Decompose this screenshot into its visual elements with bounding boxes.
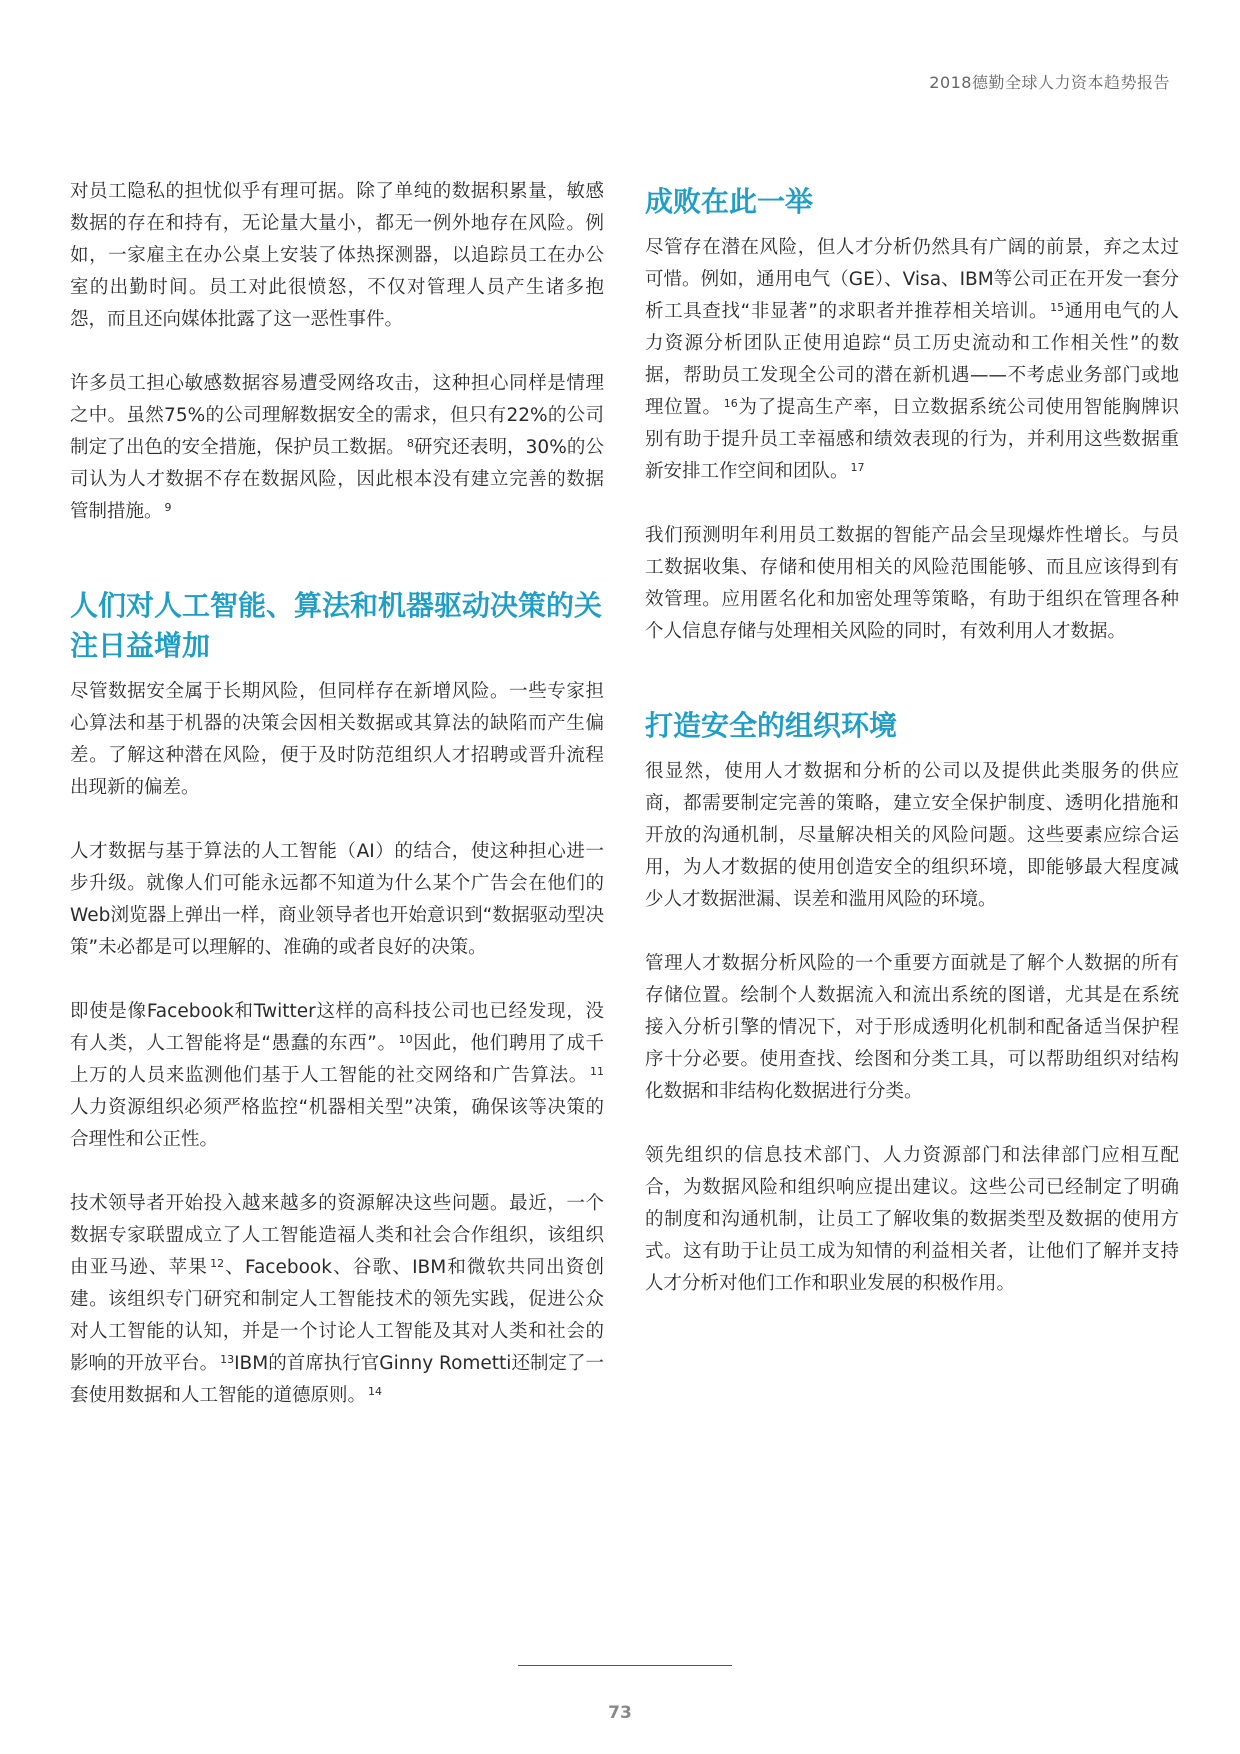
footnote-ref-17[interactable]: 17 bbox=[850, 461, 865, 474]
right-column bbox=[645, 182, 1179, 1300]
paragraph-ai-combination: 人才数据与基于算法的人工智能（AI）的结合，使这种担心进一步升级。就像人们可能永远都不知道为什么某个广告会在他们的Web浏览器上弹出一样，商业领导者也开始意识到“数据驱动型决策”未必都是可以理解的、准确的或者良好的决策。 bbox=[70, 841, 604, 958]
paragraph-tech-leaders: 技术领导者开始投入越来越多的资源解决这些问题。最近，一个数据专家联盟成立了人工智能造福人类和社会合作组织，该组织由亚马逊、苹果 $^{12}$、Facebook、谷歌、IBM和微软共同出资创建。该组织专门研究和制定人工智能技术的领先实践，促进公众对人工智能的认知，并是一个讨论人工智能及其对人类和社会的影响的开放平台。 $^{13}$IBM的首席执行官Ginny Rometti还制定了一套使用数据和人工智能的道德原则。 $^{14}$ bbox=[70, 1193, 604, 1406]
section-heading-make-or-break: 成败在此一举 bbox=[645, 185, 814, 218]
paragraph-tech-companies: 即使是像Facebook和Twitter这样的高科技公司也已经发现，没有人类，人工智能将是“愚蠢的东西”。 $^{10}$因此，他们聘用了成千上万的人员来监测他们基于人工智能的社交网络和广告算法。 $^{11}$人力资源组织必须严格监控“机器相关型”决策，确保该等决策的合理性和公正性。 bbox=[70, 1001, 604, 1150]
paragraph-new-risk: 尽管数据安全属于长期风险，但同样存在新增风险。一些专家担心算法和基于机器的决策会因相关数据或其算法的缺陷而产生偏差。了解这种潜在风险，便于及时防范组织人才招聘或晋升流程出现新的偏差。 bbox=[70, 681, 604, 798]
paragraph-cooperation: 领先组织的信息技术部门、人力资源部门和法律部门应相互配合，为数据风险和组织响应提出建议。这些公司已经制定了明确的制度和沟通机制，让员工了解收集的数据类型及数据的使用方式。这有助于让员工成为知情的利益相关者，让他们了解并支持人才分析对他们工作和职业发展的积极作用。 bbox=[645, 1145, 1179, 1294]
paragraph-prediction: 我们预测明年利用员工数据的智能产品会呈现爆炸性增长。与员工数据收集、存储和使用相关的风险范围能够、而且应该得到有效管理。应用匿名化和加密处理等策略，有助于组织在管理各种个人信息存储与处理相关风险的同时，有效利用人才数据。 bbox=[645, 525, 1179, 642]
paragraph-data-location: 管理人才数据分析风险的一个重要方面就是了解个人数据的所有存储位置。绘制个人数据流入和流出系统的图谱，尤其是在系统接入分析引擎的情况下，对于形成透明化机制和配备适当保护程序十分必要。使用查找、绘图和分类工具，可以帮助组织对结构化数据和非结构化数据进行分类。 bbox=[645, 953, 1179, 1102]
report-title: 2018德勤全球人力资本趋势报告 bbox=[929, 73, 1170, 92]
footer-divider bbox=[518, 1665, 732, 1666]
paragraph-privacy: 对员工隐私的担忧似乎有理可据。除了单纯的数据积累量，敏感数据的存在和持有，无论量大量小，都无一例外地存在风险。例如，一家雇主在办公桌上安装了体热探测器，以追踪员工在办公室的出勤时间。员工对此很愤怒，不仅对管理人员产生诸多抱怨，而且还向媒体批露了这一恶性事件。 bbox=[70, 181, 604, 330]
paragraph-cyber-attack: 许多员工担心敏感数据容易遭受网络攻击，这种担心同样是情理之中。虽然75%的公司理解数据安全的需求，但只有22%的公司制定了出色的安全措施，保护员工数据。 $^8$研究还表明，30%的公司认为人才数据不存在数据风险，因此根本没有建立完善的数据管制措施。 $^9$ bbox=[70, 373, 604, 522]
footnote-ref-16[interactable]: 16 bbox=[723, 397, 738, 410]
footnote-ref-15[interactable]: 15 bbox=[1050, 301, 1065, 314]
footnote-ref-14[interactable]: 14 bbox=[368, 1385, 383, 1398]
footnote-ref-9[interactable]: 9 bbox=[164, 501, 172, 514]
footnote-ref-11[interactable]: 11 bbox=[590, 1065, 604, 1078]
paragraph-strategy: 很显然，使用人才数据和分析的公司以及提供此类服务的供应商，都需要制定完善的策略，建立安全保护制度、透明化措施和开放的沟通机制，尽量解决相关的风险问题。这些要素应综合运用，为人才数据的使用创造安全的组织环境，即能够最大程度减少人才数据泄漏、误差和滥用风险的环境。 bbox=[645, 761, 1179, 910]
section-heading-ai-concern: 人们对人工智能、算法和机器驱动决策的关注日益增加 bbox=[70, 589, 603, 662]
footnote-ref-8[interactable]: 8 bbox=[406, 437, 414, 450]
section-heading-safe-environment: 打造安全的组织环境 bbox=[645, 709, 898, 742]
footnote-ref-12[interactable]: 12 bbox=[210, 1257, 225, 1270]
paragraph-prospects: 尽管存在潜在风险，但人才分析仍然具有广阔的前景，弃之太过可惜。例如，通用电气（GE）、Visa、IBM等公司正在开发一套分析工具查找“非显著”的求职者并推荐相关培训。 $^{15}$通用电气的人力资源分析团队正使用追踪“员工历史流动和工作相关性”的数据，帮助员工发现全公司的潜在新机遇——不考虑业务部门或地理位置。 $^{16}$为了提高生产率，日立数据系统公司使用智能胸牌识别有助于提升员工幸福感和绩效表现的行为，并利用这些数据重新安排工作空间和团队。 $^{17}$ bbox=[645, 237, 1179, 482]
left-column bbox=[70, 176, 604, 1412]
footnote-ref-10[interactable]: 10 bbox=[398, 1033, 413, 1046]
footnote-ref-13[interactable]: 13 bbox=[220, 1353, 235, 1366]
page-number: 73 bbox=[608, 1703, 632, 1723]
